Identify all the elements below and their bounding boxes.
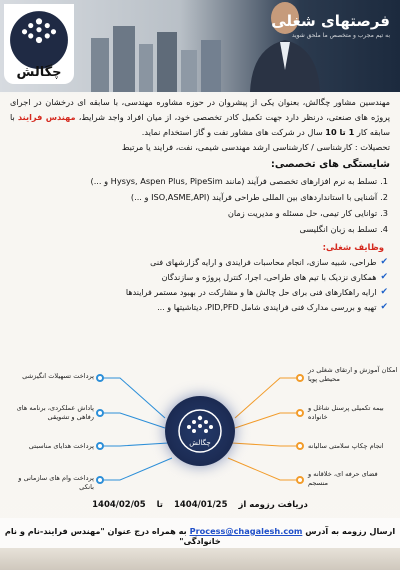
- checkmark-icon: ✔: [380, 287, 388, 297]
- benefit-item: انجام چکاپ سلامتی سالیانه: [308, 442, 384, 450]
- header-title-block: [271, 12, 390, 39]
- benefit-marker: [296, 409, 304, 417]
- benefit-item: پرداخت وام های سازمانی و بانکی: [18, 474, 94, 491]
- intro-text-3: سال در شرکت های مشاور نفت و گاز استخدام نماید.: [141, 127, 323, 137]
- list-item: ✔ همکاری نزدیک با تیم های طراحی، اجرا، کنترل پروژه و سازندگان: [12, 270, 388, 285]
- application-dates: [0, 500, 400, 510]
- list-item: ✔ ارایه راهکارهای فنی برای حل چالش ها و مشارکت در بهبود مستمر فرایندها: [12, 285, 388, 300]
- dates-to-label: تا: [156, 500, 163, 510]
- main-content: [0, 95, 400, 315]
- date-to: 1404/02/05: [92, 500, 146, 510]
- intro-paragraph: [0, 95, 400, 155]
- benefit-marker: [96, 476, 104, 484]
- apply-text-post: به همراه درج عنوان "مهندس فرایند-نام و نام خانوادگی": [4, 526, 221, 546]
- intro-text-1: مهندسین مشاور چگالش، بعنوان یکی از پیشروان در حوزه مشاوره مهندسی، با سابقه ای درخشان در اجرای پروژه های صنعتی، درنظر دارد جهت تکمیل کادر تخصصی خود، از میان افراد واجد شرایط،: [10, 97, 390, 122]
- benefit-marker: [296, 476, 304, 484]
- list-item: 3.توانایی کار تیمی، حل مسئله و مدیریت زمان: [227, 208, 388, 218]
- benefit-item: امکان آموزش و ارتقای شغلی در محیطی پویا: [308, 366, 398, 383]
- intro-role: مهندس فرایند: [17, 112, 76, 122]
- logo-text: چگالش: [16, 64, 62, 80]
- list-item: ✔ طراحی، شبیه سازی، انجام محاسبات فرایندی و ارایه گزارشهای فنی: [12, 255, 388, 270]
- benefit-marker: [96, 374, 104, 382]
- benefit-item: بیمه تکمیلی پرسنل شاغل و خانواده: [308, 404, 384, 421]
- benefit-item: پرداخت تسهیلات انگیزشی: [22, 372, 94, 380]
- benefits-diagram: [0, 358, 400, 498]
- apply-text-pre: ارسال رزومه به آدرس: [305, 526, 396, 536]
- bottom-decorative-strip: [0, 548, 400, 570]
- header-banner: [0, 0, 400, 92]
- logo-mark-icon: [8, 9, 70, 71]
- benefit-item: پرداخت هدایای مناسبتی: [28, 442, 94, 450]
- checkmark-icon: ✔: [380, 302, 388, 312]
- benefit-item: پاداش عملکردی، برنامه های رفاهی و تشویقی: [16, 404, 94, 421]
- list-item: ✔ تهیه و بررسی مدارک فنی فرایندی شامل PID,PFD، دیتاشیتها و ...: [12, 300, 388, 315]
- list-item: 1.تسلط به نرم افزارهای تخصصی فرآیند (مانند Hysys, Aspen Plus, PipeSim و ...): [90, 176, 388, 186]
- intro-experience: 1 تا 10: [325, 127, 355, 137]
- header-title: فرصتهای شغلی: [271, 12, 390, 30]
- duties-list: [0, 255, 400, 315]
- list-item: 4.تسلط به زبان انگلیسی: [299, 224, 388, 234]
- benefit-marker: [296, 374, 304, 382]
- benefit-marker: [96, 442, 104, 450]
- intro-text-2: با سابقه کار: [10, 112, 390, 137]
- checkmark-icon: ✔: [380, 257, 388, 267]
- header-subtitle: به تیم مجرب و متخصص ما ملحق شوید: [291, 32, 390, 39]
- dates-label: دریافت رزومه از: [238, 500, 308, 510]
- benefit-item: فضای حرفه ای، خلاقانه و منسجم: [308, 470, 378, 487]
- checkmark-icon: ✔: [380, 272, 388, 282]
- email-link[interactable]: Process@chagalesh.com: [189, 526, 303, 536]
- logo-mark-icon: [177, 408, 223, 454]
- benefit-marker: [296, 442, 304, 450]
- requirements-title: شایستگی های تخصصی:: [270, 159, 390, 170]
- office-towers-illustration: [85, 20, 225, 92]
- svg-text:چگالش: چگالش: [189, 439, 211, 447]
- benefits-hub-logo: [165, 396, 235, 466]
- company-logo: [4, 4, 74, 84]
- duties-title: وظایف شغلی:: [322, 243, 384, 253]
- list-item: 2.آشنایی با استانداردهای بین المللی طراحی فرآیند (ISO,ASME,API و ...): [130, 192, 388, 202]
- date-from: 1404/01/25: [173, 500, 228, 510]
- benefit-marker: [96, 409, 104, 417]
- apply-instructions: [0, 518, 400, 548]
- intro-education: تحصیلات : کارشناسی / کارشناسی ارشد مهندسی شیمی، نفت، فرایند یا مرتبط: [121, 142, 390, 152]
- requirements-list: [0, 173, 400, 237]
